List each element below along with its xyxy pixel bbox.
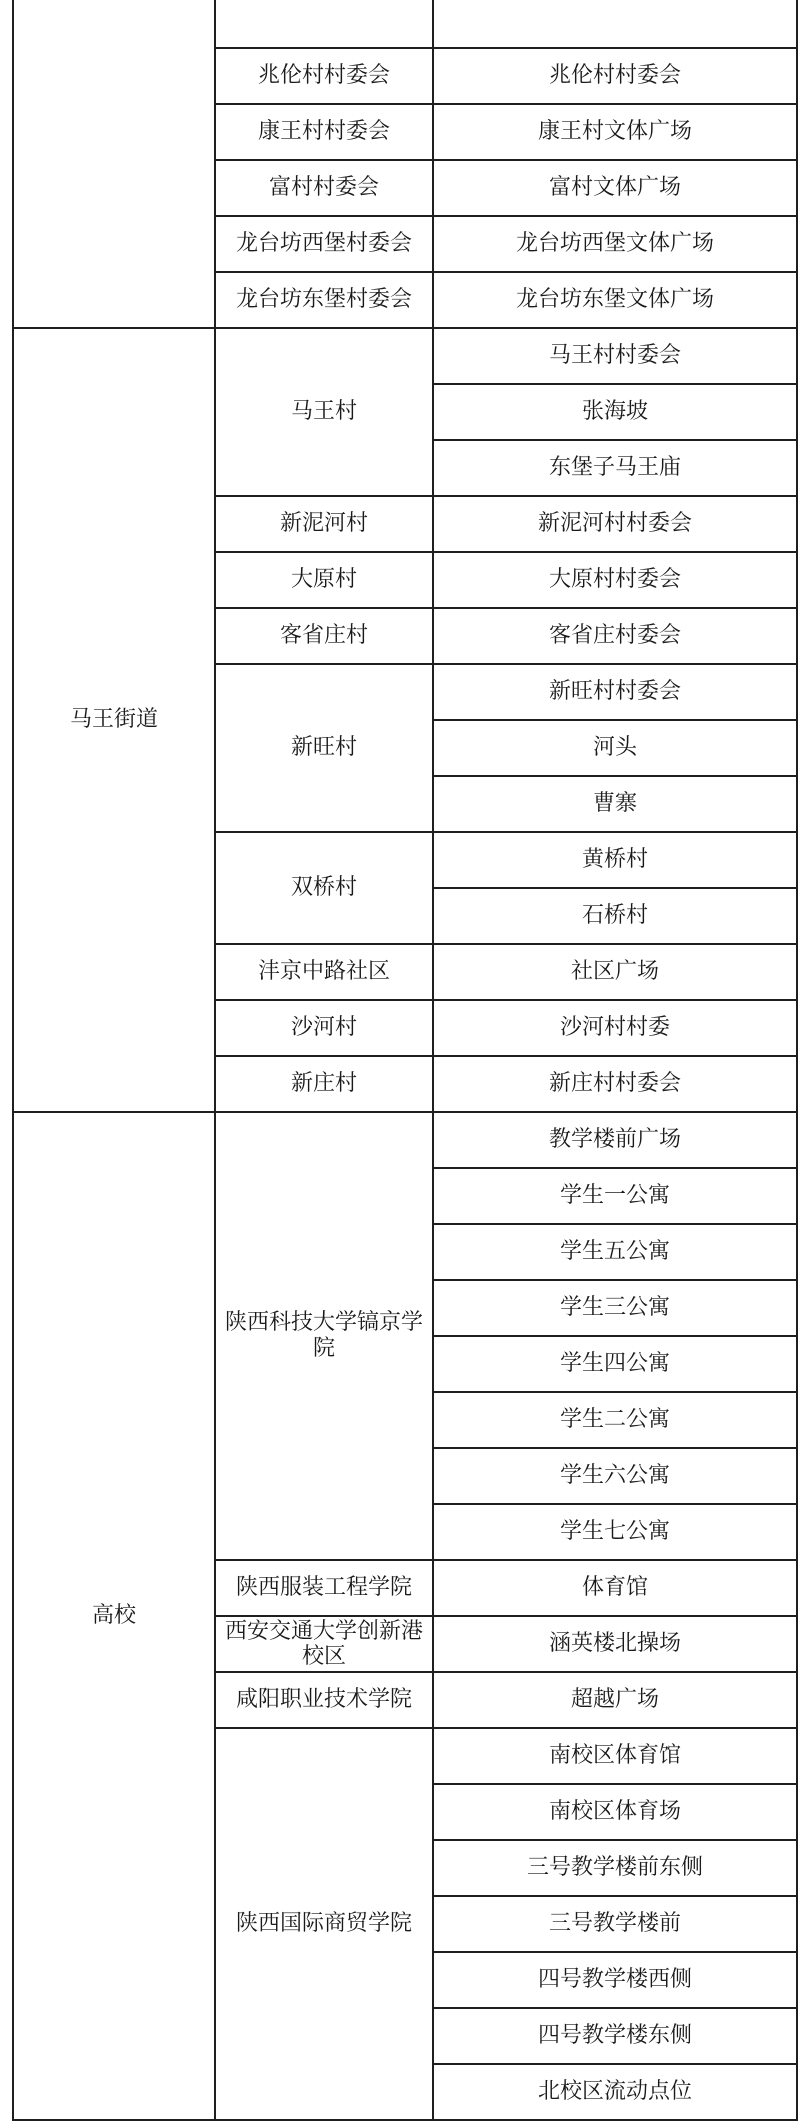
- unit-cell: 陕西国际商贸学院: [215, 1728, 433, 2120]
- site-cell: 体育馆: [433, 1560, 797, 1616]
- village-cell: 龙台坊东堡村委会: [215, 272, 433, 328]
- table-row: [13, 328, 797, 384]
- unit-cell: 咸阳职业技术学院: [215, 1672, 433, 1728]
- site-cell: 大原村村委会: [433, 552, 797, 608]
- site-cell: 富村文体广场: [433, 160, 797, 216]
- village-cell: 龙台坊西堡村委会: [215, 216, 433, 272]
- unit-cell: 客省庄村: [215, 608, 433, 664]
- site-cell: 康王村文体广场: [433, 104, 797, 160]
- site-cell: 学生三公寓: [433, 1280, 797, 1336]
- site-cell: 教学楼前广场: [433, 1112, 797, 1168]
- site-cell: 学生六公寓: [433, 1448, 797, 1504]
- table-row: [13, 0, 797, 48]
- unit-cell: 新庄村: [215, 1056, 433, 1112]
- site-cell: 龙台坊东堡文体广场: [433, 272, 797, 328]
- site-cell: 客省庄村委会: [433, 608, 797, 664]
- site-cell: 四号教学楼东侧: [433, 2008, 797, 2064]
- site-cell: 南校区体育馆: [433, 1728, 797, 1784]
- site-cell: 新旺村村委会: [433, 664, 797, 720]
- unit-cell: 陕西科技大学镐京学院: [215, 1112, 433, 1560]
- district-cell: 马王街道: [13, 328, 215, 1112]
- site-cell: 南校区体育场: [433, 1784, 797, 1840]
- unit-cell: 新旺村: [215, 664, 433, 832]
- unit-cell: 马王村: [215, 328, 433, 496]
- site-cell: 三号教学楼前: [433, 1896, 797, 1952]
- site-cell: 学生二公寓: [433, 1392, 797, 1448]
- site-cell: 东堡子马王庙: [433, 440, 797, 496]
- site-cell: 学生一公寓: [433, 1168, 797, 1224]
- site-cell: 社区广场: [433, 944, 797, 1000]
- village-cell: 康王村村委会: [215, 104, 433, 160]
- site-cell: 河头: [433, 720, 797, 776]
- village-cell: 兆伦村村委会: [215, 48, 433, 104]
- site-cell: 学生五公寓: [433, 1224, 797, 1280]
- table-row: [13, 1112, 797, 1168]
- district-cell-continued: [13, 0, 215, 328]
- site-cell: 学生四公寓: [433, 1336, 797, 1392]
- site-cell: 北校区流动点位: [433, 2064, 797, 2120]
- site-cell: 新泥河村村委会: [433, 496, 797, 552]
- site-cell: 学生七公寓: [433, 1504, 797, 1560]
- site-cell: 石桥村: [433, 888, 797, 944]
- site-cell: 黄桥村: [433, 832, 797, 888]
- unit-cell: 双桥村: [215, 832, 433, 944]
- unit-cell: 西安交通大学创新港校区: [215, 1616, 433, 1672]
- unit-cell: 陕西服装工程学院: [215, 1560, 433, 1616]
- site-cell: 龙台坊西堡文体广场: [433, 216, 797, 272]
- village-cell: 富村村委会: [215, 160, 433, 216]
- site-cell: 张海坡: [433, 384, 797, 440]
- site-cell: 三号教学楼前东侧: [433, 1840, 797, 1896]
- unit-cell: 新泥河村: [215, 496, 433, 552]
- site-cell: [433, 0, 797, 48]
- unit-cell: 沣京中路社区: [215, 944, 433, 1000]
- unit-cell: 沙河村: [215, 1000, 433, 1056]
- site-table: [12, 0, 798, 2121]
- site-cell: 曹寨: [433, 776, 797, 832]
- site-cell: 兆伦村村委会: [433, 48, 797, 104]
- site-cell: 新庄村村委会: [433, 1056, 797, 1112]
- site-cell: 沙河村村委: [433, 1000, 797, 1056]
- site-cell: 四号教学楼西侧: [433, 1952, 797, 2008]
- unit-cell: 大原村: [215, 552, 433, 608]
- site-cell: 超越广场: [433, 1672, 797, 1728]
- village-cell: [215, 0, 433, 48]
- site-table-body: [13, 0, 797, 2120]
- district-cell: 高校: [13, 1112, 215, 2120]
- site-cell: 马王村村委会: [433, 328, 797, 384]
- site-cell: 涵英楼北操场: [433, 1616, 797, 1672]
